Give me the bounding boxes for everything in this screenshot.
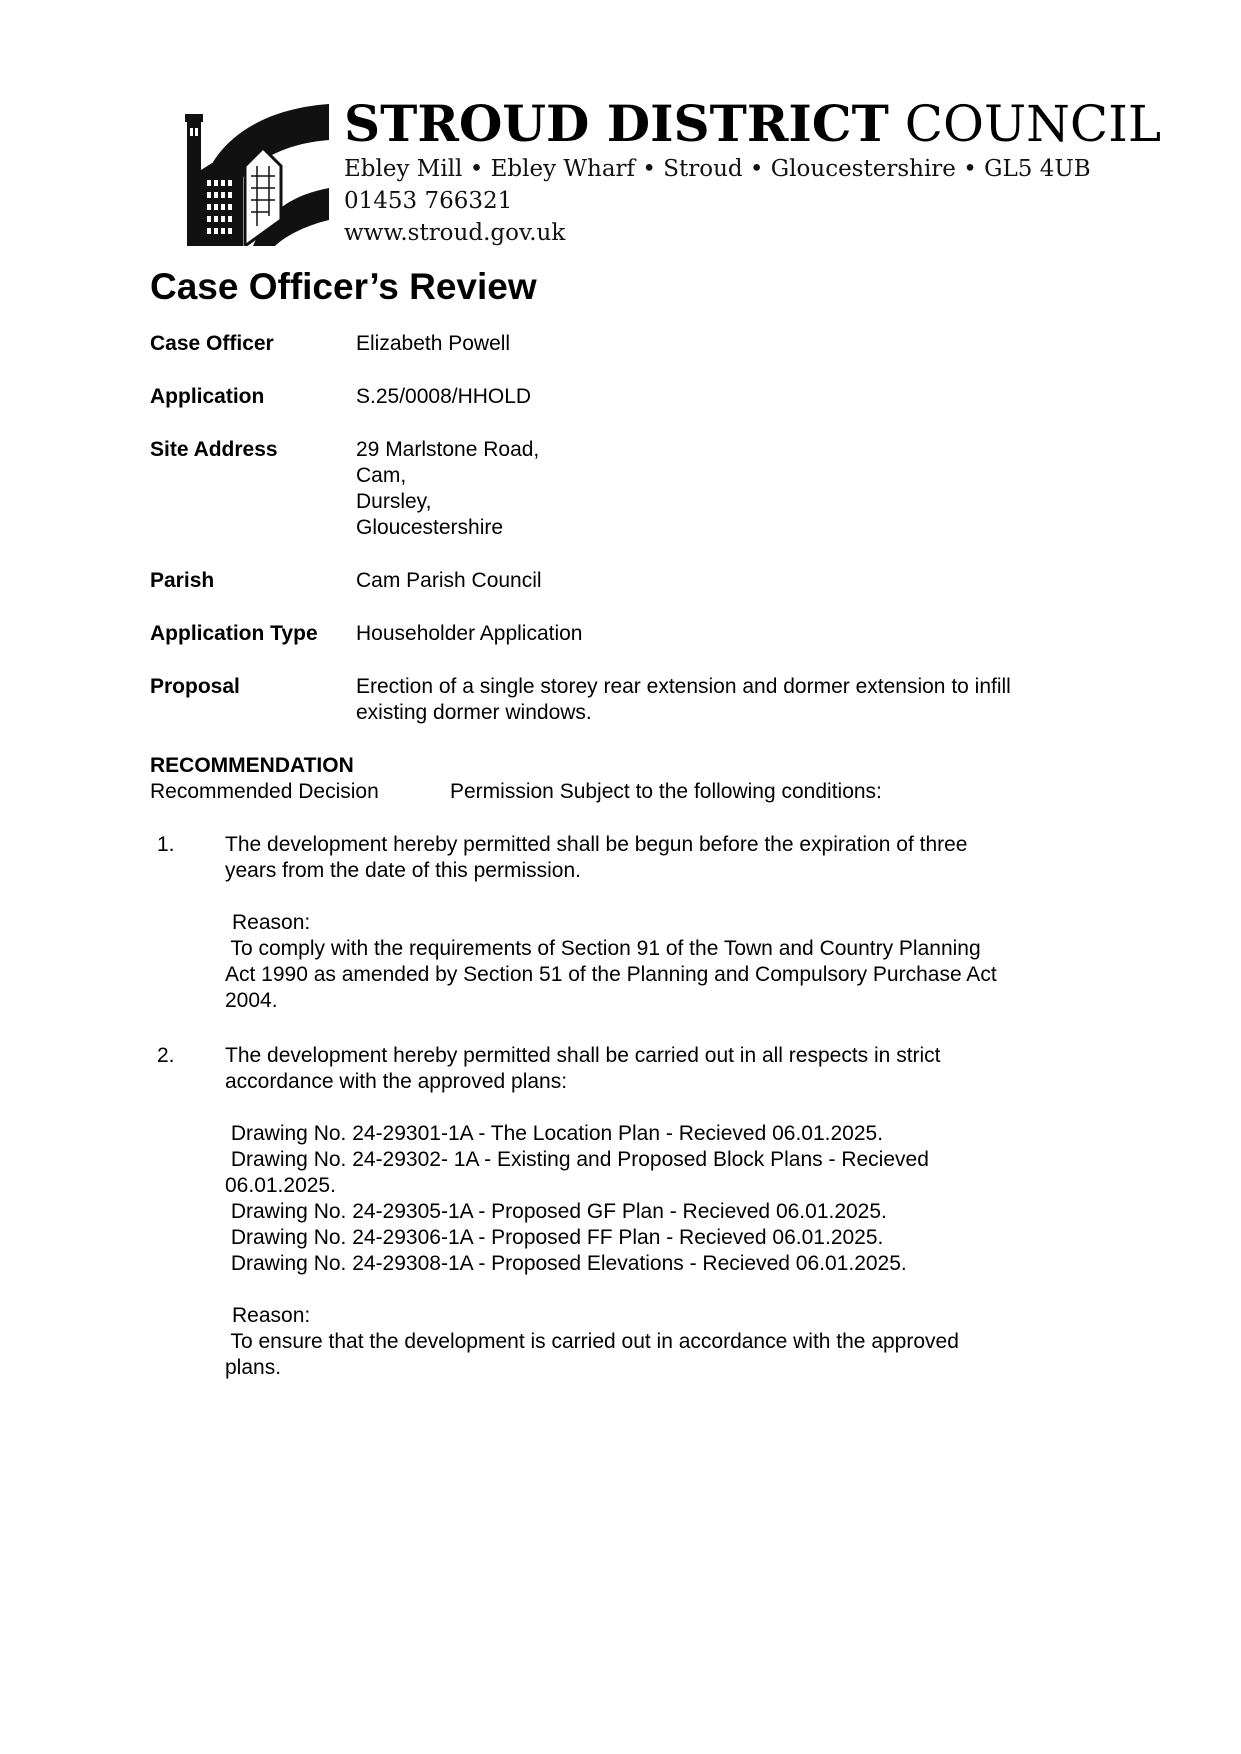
field-value (356, 674, 1096, 726)
drawing-line: 06.01.2025. (225, 1174, 336, 1197)
field-value: Cam Parish Council (356, 569, 542, 592)
field-label: Proposal (150, 675, 240, 698)
recommendation-heading: RECOMMENDATION (150, 754, 354, 777)
reason-label: Reason: (232, 1304, 311, 1327)
reason-label: Reason: (232, 911, 311, 934)
drawing-line: Drawing No. 24-29301-1A - The Location Plan - Recieved 06.01.2025. (225, 1122, 884, 1145)
address-line: Gloucestershire (356, 516, 504, 539)
organisation-name-light: COUNCIL (904, 95, 1162, 153)
organisation-address: Ebley Mill • Ebley Wharf • Stroud • Gloucestershire • GL5 4UB (344, 156, 1091, 182)
condition-text-line: years from the date of this permission. (225, 859, 581, 882)
condition-number: 1. (157, 833, 175, 856)
reason-line: Act 1990 as amended by Section 51 of the Planning and Compulsory Purchase Act (225, 963, 997, 986)
address-line: Cam, (356, 464, 407, 487)
recommendation-line (150, 779, 882, 805)
organisation-website[interactable]: www.stroud.gov.uk (344, 220, 566, 246)
recommendation-label: Recommended Decision (150, 780, 379, 803)
reason-line: plans. (225, 1356, 282, 1379)
organisation-name-bold: STROUD DISTRICT (344, 94, 889, 153)
field-value (356, 437, 1096, 541)
drawing-line: Drawing No. 24-29305-1A - Proposed GF Plan - Recieved 06.01.2025. (225, 1200, 887, 1223)
field-label: Parish (150, 569, 215, 592)
letterhead (183, 94, 1162, 256)
condition-body (225, 832, 1090, 1014)
drawing-line: Drawing No. 24-29306-1A - Proposed FF Plan - Recieved 06.01.2025. (225, 1226, 884, 1249)
address-line: Dursley, (356, 490, 432, 513)
field-value: Elizabeth Powell (356, 332, 511, 355)
condition-number: 2. (157, 1044, 175, 1067)
field-label: Application Type (150, 622, 318, 645)
reason-line: 2004. (225, 989, 278, 1012)
condition-body (225, 1043, 1090, 1381)
condition-text-line: The development hereby permitted shall be begun before the expiration of three (225, 833, 968, 856)
drawing-line: Drawing No. 24-29302- 1A - Existing and Proposed Block Plans - Recieved (225, 1148, 929, 1171)
organisation-phone: 01453 766321 (344, 188, 513, 214)
field-label: Case Officer (150, 332, 274, 355)
proposal-line: Erection of a single storey rear extension and dormer extension to infill (356, 675, 1011, 698)
council-logo-icon (183, 100, 329, 246)
field-label: Application (150, 385, 265, 408)
reason-line: To comply with the requirements of Section 91 of the Town and Country Planning (225, 937, 981, 960)
field-value: Householder Application (356, 622, 583, 645)
reason-line: To ensure that the development is carried out in accordance with the approved (225, 1330, 959, 1353)
condition-text-line: accordance with the approved plans: (225, 1070, 568, 1093)
page-title: Case Officer’s Review (150, 266, 537, 307)
proposal-line: existing dormer windows. (356, 701, 592, 724)
field-label: Site Address (150, 438, 278, 461)
condition-text-line: The development hereby permitted shall be carried out in all respects in strict (225, 1044, 941, 1067)
organisation-name (344, 96, 1161, 152)
field-value: S.25/0008/HHOLD (356, 385, 532, 408)
address-line: 29 Marlstone Road, (356, 438, 540, 461)
drawing-line: Drawing No. 24-29308-1A - Proposed Elevations - Recieved 06.01.2025. (225, 1252, 907, 1275)
recommendation-decision: Permission Subject to the following conditions: (450, 780, 882, 803)
